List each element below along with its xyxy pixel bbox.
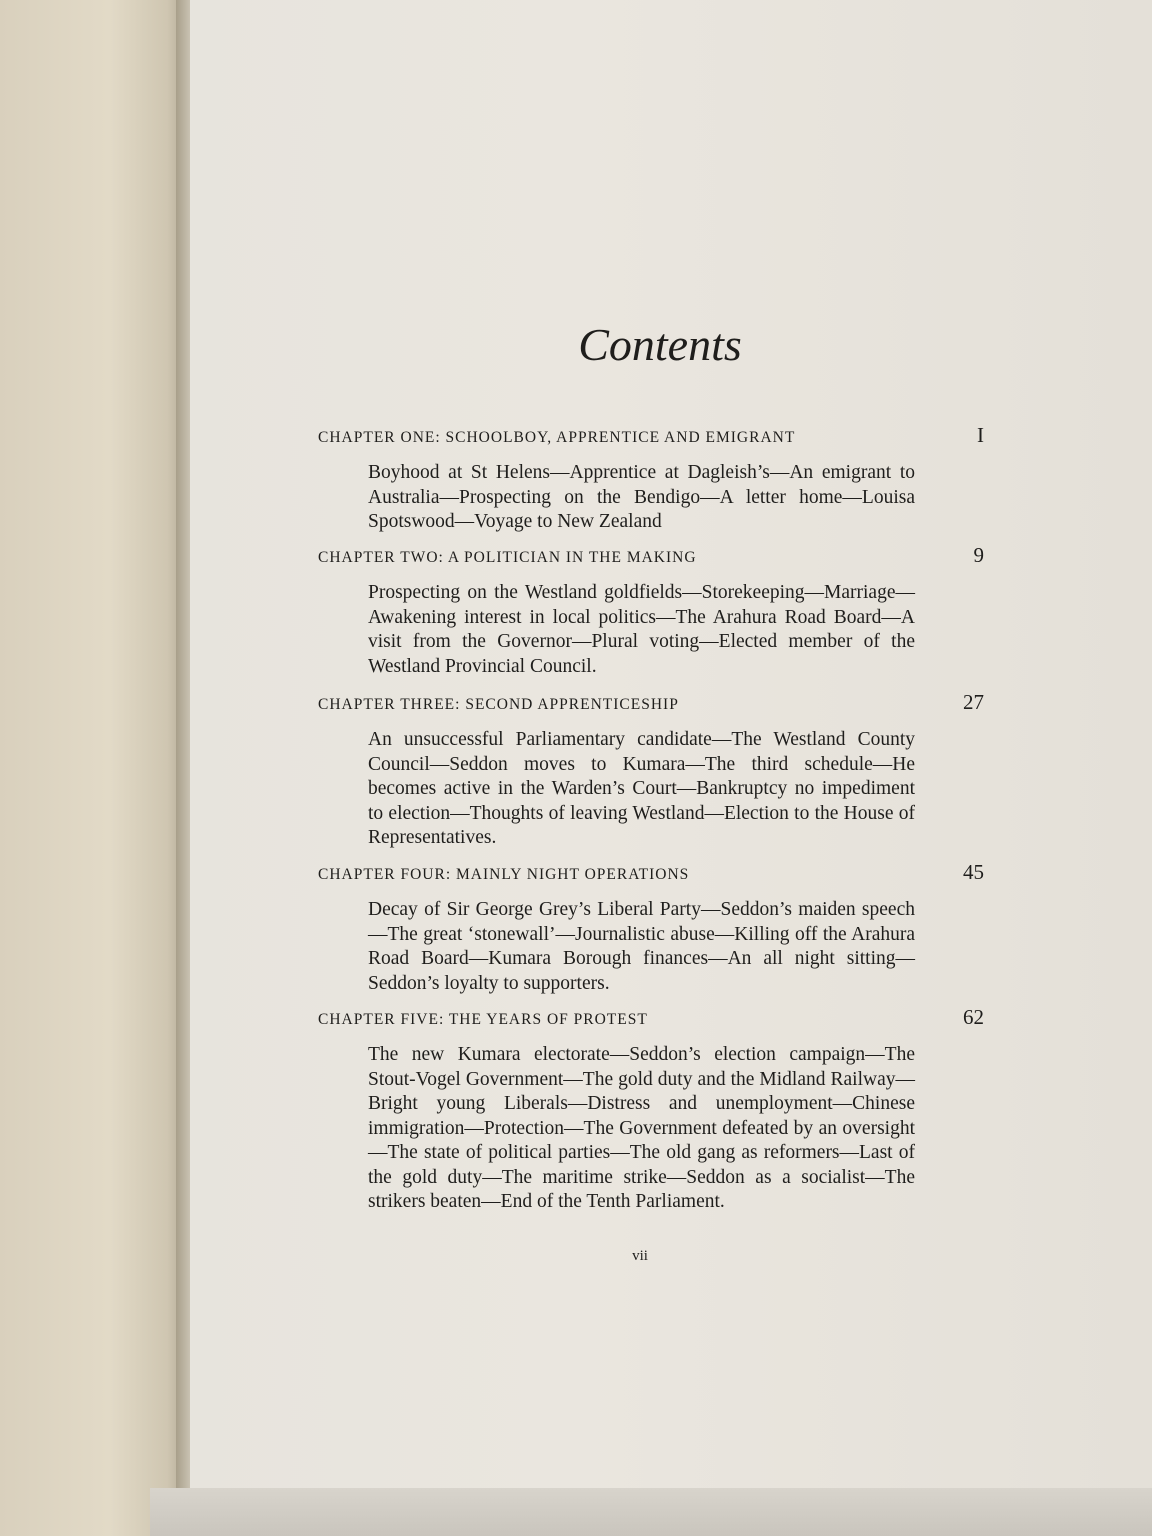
chapter-heading: CHAPTER TWO: A POLITICIAN IN THE MAKING bbox=[318, 549, 697, 566]
page-folio: vii bbox=[632, 1248, 648, 1264]
chapter-heading: CHAPTER THREE: SECOND APPRENTICESHIP bbox=[318, 696, 679, 713]
toc-entry bbox=[318, 1005, 984, 1215]
page-number: 62 bbox=[963, 1005, 984, 1029]
chapter-heading: CHAPTER FIVE: THE YEARS OF PROTEST bbox=[318, 1011, 648, 1028]
chapter-synopsis: Decay of Sir George Grey’s Liberal Party—Seddon’s maiden speech—The great ‘stonewall’—Journalistic abuse—Killing off the Arahura Road Board—Kumara Borough finances—An all night sitting—Seddon’s loyalty to supporters. bbox=[368, 899, 915, 994]
chapter-heading: CHAPTER FOUR: MAINLY NIGHT OPERATIONS bbox=[318, 866, 690, 883]
left-page bbox=[0, 0, 182, 1536]
page-number: 9 bbox=[973, 543, 984, 567]
page-number: 45 bbox=[963, 860, 984, 884]
chapter-heading: CHAPTER ONE: SCHOOLBOY, APPRENTICE AND EMIGRANT bbox=[318, 429, 796, 446]
toc-entry bbox=[318, 690, 984, 851]
toc-entry bbox=[318, 543, 984, 679]
chapter-synopsis: The new Kumara electorate—Seddon’s election campaign—The Stout-Vogel Government—The gold duty and the Midland Railway—Bright young Liberals—Distress and unemployment—Chinese immigration—Protection—The Government defeated by an oversight—The state of political parties—The old gang as reformers—Last of the gold duty—The maritime strike—Seddon as a socialist—The strikers beaten—End of the Tenth Parliament. bbox=[368, 1044, 915, 1212]
chapter-synopsis: Boyhood at St Helens—Apprentice at Dagleish’s—An emigrant to Australia—Prospecting on the Bendigo—A letter home—Louisa Spotswood—Voyage to New Zealand bbox=[368, 462, 915, 532]
page-number: I bbox=[977, 423, 984, 447]
book-gutter bbox=[176, 0, 190, 1536]
toc-entry bbox=[318, 423, 984, 535]
chapter-synopsis: Prospecting on the Westland goldfields—Storekeeping—Marriage—Awakening interest in local politics—The Arahura Road Board—A visit from the Governor—Plural voting—Elected member of the Westland Provincial Council. bbox=[368, 582, 915, 677]
page-title: Contents bbox=[578, 319, 742, 370]
page-bottom-edge bbox=[150, 1488, 1152, 1536]
chapter-synopsis: An unsuccessful Parliamentary candidate—The Westland County Council—Seddon moves to Kumara—The third schedule—He becomes active in the Warden’s Court—Bankruptcy no impediment to election—Thoughts of leaving Westland—Election to the House of Representatives. bbox=[368, 729, 915, 848]
toc-entry bbox=[318, 860, 984, 996]
page-number: 27 bbox=[963, 690, 984, 714]
